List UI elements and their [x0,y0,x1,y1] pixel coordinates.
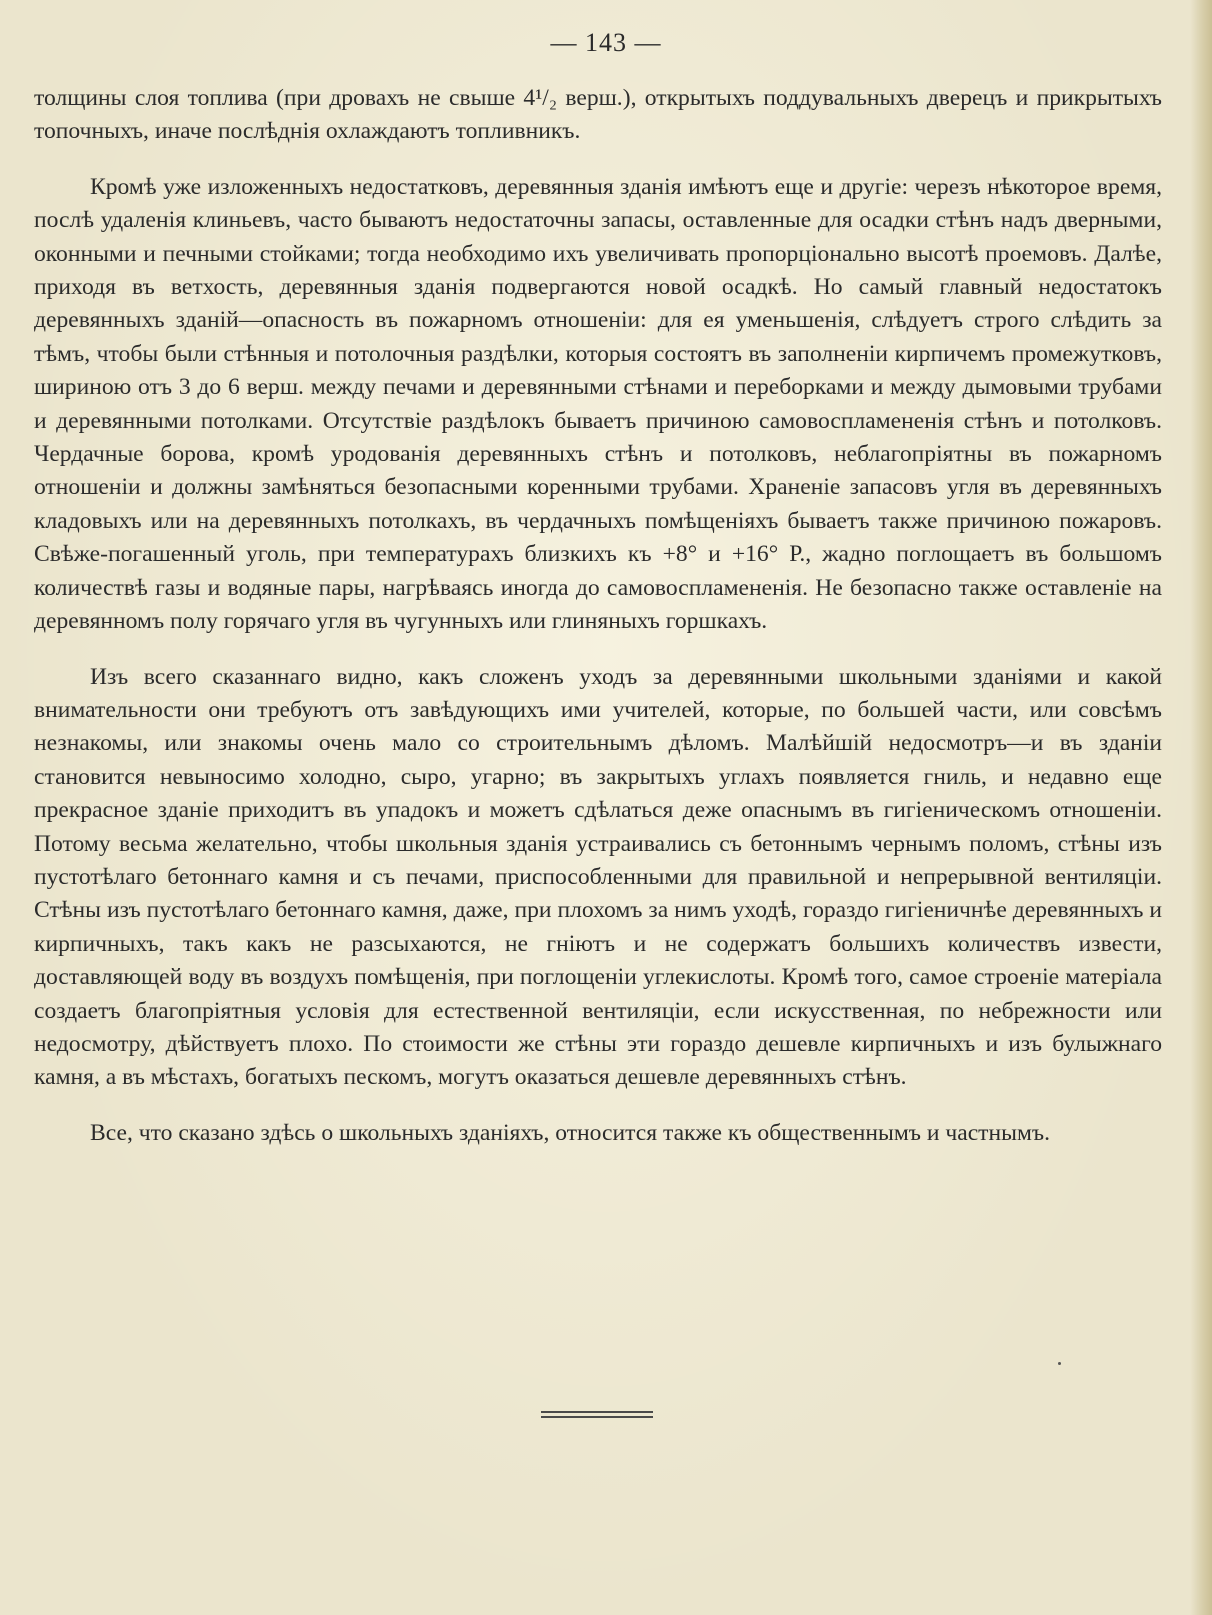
page-body [34,82,1162,1150]
paragraph-3: Изъ всего сказаннаго видно, какъ сложенъ уходъ за деревянными школьными зданіями и какой внимательности они требуютъ отъ завѣдующихъ ими учителей, которые, по большей части, или совсѣмъ незнакомы, или знакомы очень мало со строительнымъ дѣломъ. Малѣйшій недосмотръ—и въ зданіи становится невыносимо холодно, сыро, угарно; въ закрытыхъ углахъ появляется гниль, и недавно еще прекрасное зданіе приходитъ въ упадокъ и можетъ сдѣлаться деже опаснымъ въ гигіеническомъ отношеніи. Потому весьма желательно, чтобы школьныя зданія устраивались съ бетоннымъ чернымъ поломъ, стѣны изъ пустотѣлаго бетоннаго камня и съ печами, приспособленными для правильной и непрерывной вентиляціи. Стѣны изъ пустотѣлаго бетоннаго камня, даже, при плохомъ за нимъ уходѣ, гораздо гигіеничнѣе деревянныхъ и кирпичныхъ, такъ какъ не разсыхаются, не гніютъ и не содержатъ большихъ количествъ извести, доставляющей воду въ воздухъ помѣщенія, при поглощеніи углекислоты. Кромѣ того, самое строеніе матеріала создаетъ благопріятныя условія для естественной вентиляціи, если искусственная, по небрежности или недосмотру, дѣйствуетъ плохо. По стоимости же стѣны эти гораздо дешевле кирпичныхъ и изъ булыжнаго камня, а въ мѣстахъ, богатыхъ пескомъ, могутъ оказаться дешевле деревянныхъ стѣнъ. [34,663,1162,1091]
paragraph-4: Все, что сказано здѣсь о школьныхъ зданіяхъ, относится также къ общественнымъ и частнымъ. [90,1119,1051,1146]
end-of-section-rule [541,1411,653,1419]
page-number: — 143 — [550,28,662,57]
paragraph-1: толщины слоя топлива (при дровахъ не свыше 4¹/₂ верш.), открытыхъ поддувальныхъ дверецъ и прикрытыхъ топочныхъ, иначе послѣднія охлаждаютъ топливникъ. [34,85,1162,145]
ink-speck [1058,1362,1061,1365]
page-edge-shadow [1190,0,1212,1615]
rule-line-bottom [541,1416,653,1418]
paragraph-2: Кромѣ уже изложенныхъ недостатковъ, деревянныя зданія имѣютъ еще и другіе: черезъ нѣкоторое время, послѣ удаленія клиньевъ, часто бываютъ недостаточны запасы, оставленные для осадки стѣнъ надъ дверными, оконными и печными стойками; тогда необходимо ихъ увеличивать пропорціонально высотѣ проемовъ. Далѣе, приходя въ ветхость, деревянныя зданія подвергаются новой осадкѣ. Но самый главный недостатокъ деревянныхъ зданій—опасность въ пожарномъ отношеніи: для ея уменьшенія, слѣдуетъ строго слѣдить за тѣмъ, чтобы были стѣнныя и потолочныя раздѣлки, которыя состоятъ въ заполненіи кирпичемъ промежутковъ, шириною отъ 3 до 6 верш. между печами и деревянными стѣнами и переборками и между дымовыми трубами и деревянными потолками. Отсутствіе раздѣлокъ бываетъ причиною самовоспламененія стѣнъ и потолковъ. Чердачные борова, кромѣ уродованія деревянныхъ стѣнъ и потолковъ, неблагопріятны въ пожарномъ отношеніи и должны замѣняться безопасными коренными трубами. Храненіе запасовъ угля въ деревянныхъ кладовыхъ или на деревянныхъ потолкахъ, въ чердачныхъ помѣщеніяхъ бываетъ также причиною пожаровъ. Свѣже-погашенный уголь, при температурахъ близкихъ къ +8° и +16° Р., жадно поглощаетъ въ большомъ количествѣ газы и водяные пары, нагрѣваясь иногда до самовоспламененія. Не безопасно также оставленіе на деревянномъ полу горячаго угля въ чугунныхъ или глиняныхъ горшкахъ. [34,173,1162,635]
rule-line-top [541,1411,653,1413]
